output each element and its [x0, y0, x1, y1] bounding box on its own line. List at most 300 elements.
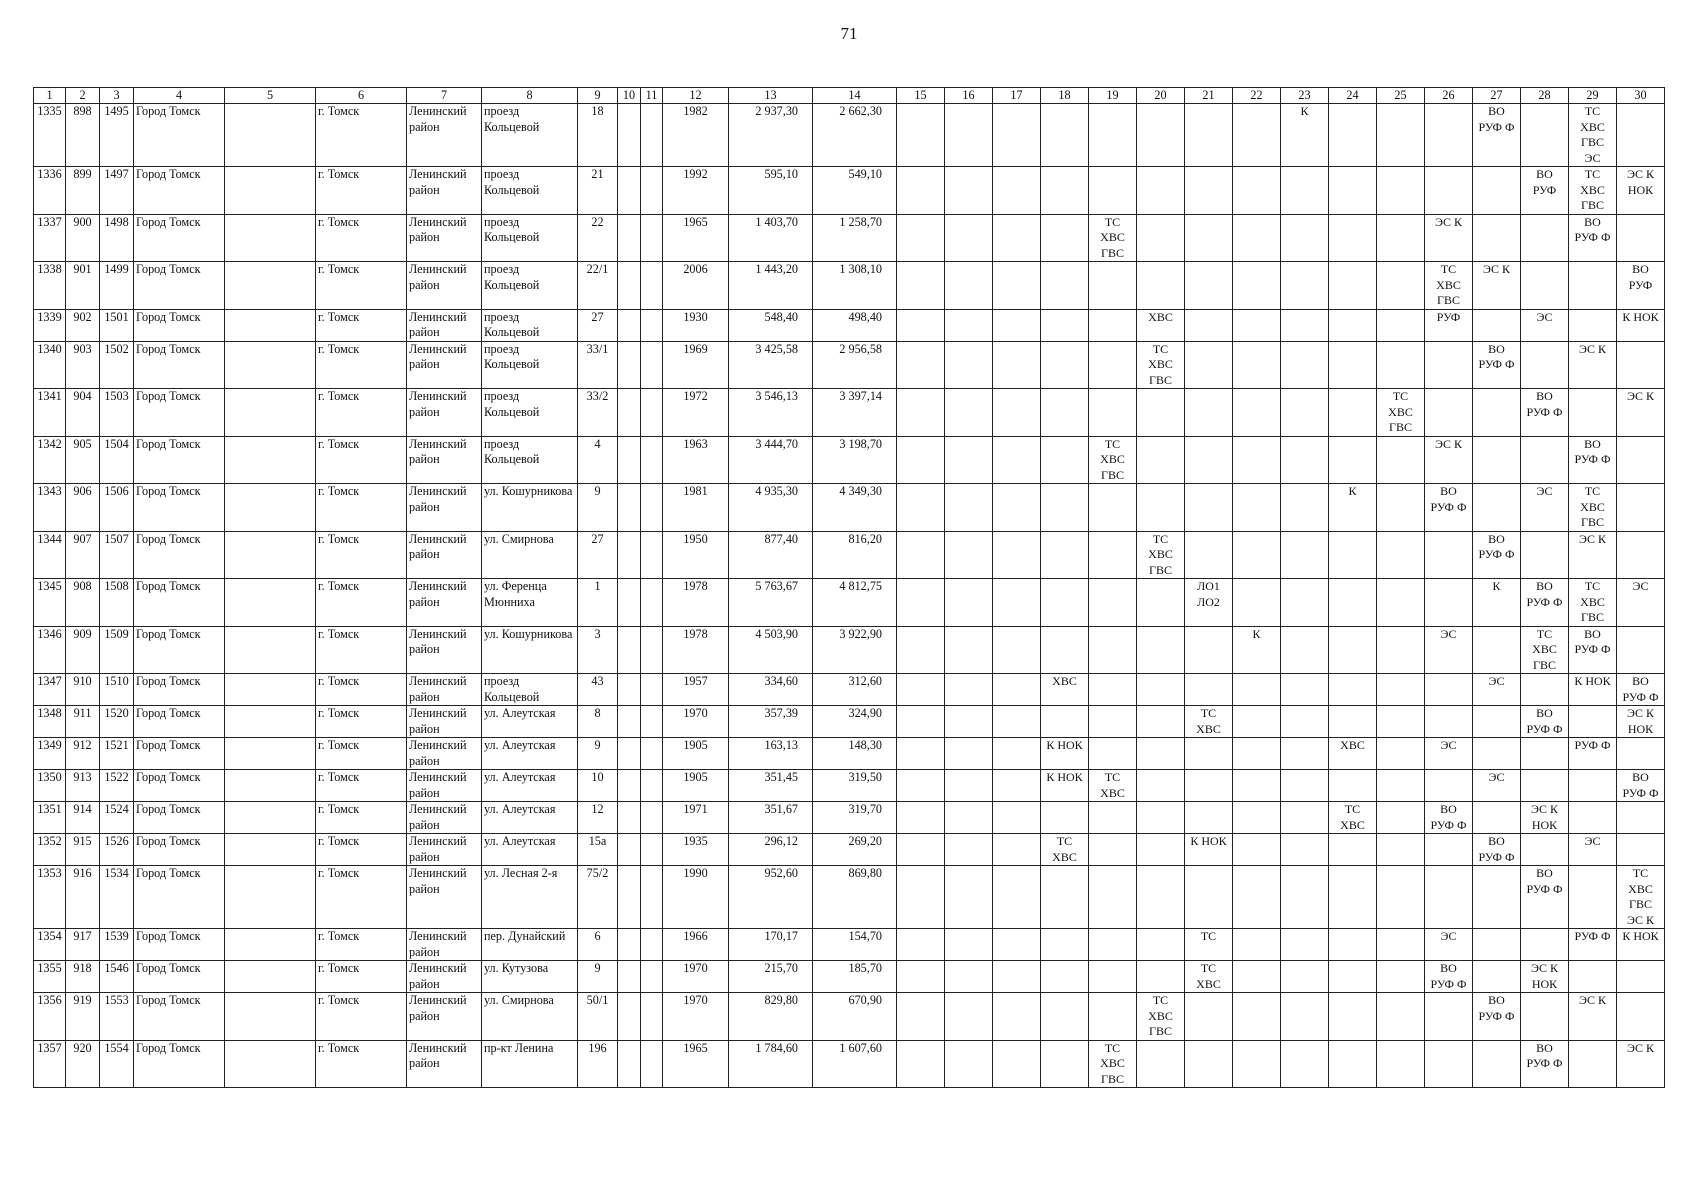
table-cell	[897, 738, 945, 770]
table-cell: 1497	[100, 167, 134, 215]
table-cell	[641, 104, 663, 167]
table-cell	[1041, 262, 1089, 310]
table-cell: 1501	[100, 309, 134, 341]
table-cell: 1337	[34, 214, 66, 262]
table-cell: ВО РУФ Ф	[1521, 706, 1569, 738]
table-cell	[225, 341, 316, 389]
table-cell	[618, 484, 641, 532]
table-cell	[1233, 104, 1281, 167]
table-cell: ул. Лесная 2-я	[482, 866, 578, 929]
table-cell: 877,40	[729, 531, 813, 579]
table-cell	[945, 929, 993, 961]
table-cell: 4 935,30	[729, 484, 813, 532]
table-cell	[1617, 802, 1665, 834]
table-cell	[1473, 389, 1521, 437]
table-cell: ВО РУФ	[1521, 167, 1569, 215]
page-number: 71	[840, 24, 858, 43]
table-cell	[1089, 993, 1137, 1041]
table-cell: Ленинский район	[407, 389, 482, 437]
column-header: 12	[663, 88, 729, 104]
table-cell	[1137, 484, 1185, 532]
table-cell	[225, 436, 316, 484]
table-cell: К	[1233, 626, 1281, 674]
table-cell: 1950	[663, 531, 729, 579]
table-cell: 1554	[100, 1040, 134, 1088]
table-cell	[945, 389, 993, 437]
table-cell: 1343	[34, 484, 66, 532]
column-header: 1	[34, 88, 66, 104]
table-cell	[945, 436, 993, 484]
table-cell: г. Томск	[316, 834, 407, 866]
table-cell: ВО РУФ Ф	[1617, 674, 1665, 706]
table-cell: ХВС	[1329, 738, 1377, 770]
table-cell: 196	[578, 1040, 618, 1088]
table-cell: Город Томск	[134, 834, 225, 866]
table-cell: Ленинский район	[407, 436, 482, 484]
table-cell	[1521, 674, 1569, 706]
table-cell: ЭС К	[1425, 214, 1473, 262]
table-row	[34, 626, 1665, 674]
table-cell: ЭС К	[1569, 993, 1617, 1041]
table-cell: Ленинский район	[407, 531, 482, 579]
table-cell	[897, 389, 945, 437]
table-cell	[225, 706, 316, 738]
table-cell	[1137, 770, 1185, 802]
table-cell: ЭС	[1617, 579, 1665, 627]
table-cell	[1089, 104, 1137, 167]
table-cell: Город Томск	[134, 738, 225, 770]
table-cell: Ленинский район	[407, 626, 482, 674]
table-cell	[1089, 484, 1137, 532]
table-cell: ВО РУФ Ф	[1473, 531, 1521, 579]
table-cell: 3 922,90	[813, 626, 897, 674]
column-header: 17	[993, 88, 1041, 104]
table-cell	[1281, 436, 1329, 484]
table-cell	[897, 770, 945, 802]
table-cell	[1185, 531, 1233, 579]
table-cell: 1981	[663, 484, 729, 532]
table-cell	[1233, 929, 1281, 961]
table-cell: 1990	[663, 866, 729, 929]
table-cell: 595,10	[729, 167, 813, 215]
table-row	[34, 484, 1665, 532]
table-cell: Ленинский район	[407, 309, 482, 341]
table-cell	[1473, 167, 1521, 215]
table-cell	[1233, 579, 1281, 627]
table-cell: 1970	[663, 706, 729, 738]
column-header: 16	[945, 88, 993, 104]
table-cell	[897, 167, 945, 215]
table-cell	[618, 1040, 641, 1088]
table-cell	[993, 626, 1041, 674]
table-cell: РУФ	[1425, 309, 1473, 341]
table-cell	[1617, 341, 1665, 389]
column-header: 4	[134, 88, 225, 104]
table-cell: 10	[578, 770, 618, 802]
table-cell: ЭС К	[1617, 1040, 1665, 1088]
table-cell	[1137, 104, 1185, 167]
table-cell	[1137, 389, 1185, 437]
table-cell	[1233, 484, 1281, 532]
table-cell	[618, 341, 641, 389]
table-cell	[618, 626, 641, 674]
table-cell: 50/1	[578, 993, 618, 1041]
table-cell: 1978	[663, 579, 729, 627]
table-cell: 914	[66, 802, 100, 834]
table-cell	[993, 309, 1041, 341]
table-cell: Ленинский район	[407, 262, 482, 310]
table-cell	[618, 531, 641, 579]
table-cell: Ленинский район	[407, 834, 482, 866]
table-cell: 907	[66, 531, 100, 579]
table-cell: 4 812,75	[813, 579, 897, 627]
table-cell: Ленинский район	[407, 167, 482, 215]
table-cell	[618, 802, 641, 834]
table-cell: 913	[66, 770, 100, 802]
table-cell	[1377, 866, 1425, 929]
table-cell	[618, 674, 641, 706]
table-cell: ВО РУФ	[1617, 262, 1665, 310]
table-cell: 1502	[100, 341, 134, 389]
table-cell: Ленинский район	[407, 929, 482, 961]
table-cell: 1342	[34, 436, 66, 484]
table-cell: К НОК	[1617, 309, 1665, 341]
table-cell: ВО РУФ Ф	[1569, 214, 1617, 262]
table-cell	[1137, 674, 1185, 706]
table-cell	[993, 706, 1041, 738]
table-cell	[1329, 167, 1377, 215]
table-cell: г. Томск	[316, 738, 407, 770]
table-cell: К НОК	[1617, 929, 1665, 961]
table-cell	[1425, 706, 1473, 738]
table-cell	[1425, 1040, 1473, 1088]
table-cell: 163,13	[729, 738, 813, 770]
table-cell	[1617, 436, 1665, 484]
table-cell: 12	[578, 802, 618, 834]
table-cell	[1041, 484, 1089, 532]
table-cell	[1089, 389, 1137, 437]
table-cell	[1569, 961, 1617, 993]
table-cell	[993, 770, 1041, 802]
table-cell	[897, 309, 945, 341]
table-cell: 1352	[34, 834, 66, 866]
table-cell	[641, 706, 663, 738]
table-cell: 9	[578, 738, 618, 770]
table-row	[34, 167, 1665, 215]
table-cell	[1233, 262, 1281, 310]
table-cell: Ленинский район	[407, 341, 482, 389]
table-cell: 1524	[100, 802, 134, 834]
table-cell: 1965	[663, 214, 729, 262]
table-cell	[945, 104, 993, 167]
column-header: 20	[1137, 88, 1185, 104]
table-row	[34, 674, 1665, 706]
table-cell: 27	[578, 309, 618, 341]
table-cell: 1499	[100, 262, 134, 310]
table-row	[34, 436, 1665, 484]
table-cell: Город Томск	[134, 866, 225, 929]
table-cell	[1089, 738, 1137, 770]
column-header: 5	[225, 88, 316, 104]
table-cell: 1970	[663, 993, 729, 1041]
table-cell	[225, 738, 316, 770]
table-cell	[1329, 214, 1377, 262]
table-cell: 1507	[100, 531, 134, 579]
table-cell: ЭС	[1473, 770, 1521, 802]
table-cell	[945, 167, 993, 215]
table-cell: К	[1473, 579, 1521, 627]
table-cell: проезд Кольцевой	[482, 389, 578, 437]
table-cell	[993, 484, 1041, 532]
table-cell	[1425, 866, 1473, 929]
table-cell: 1534	[100, 866, 134, 929]
table-cell: ВО РУФ Ф	[1617, 770, 1665, 802]
table-cell	[1281, 389, 1329, 437]
table-cell: ВО РУФ Ф	[1473, 104, 1521, 167]
table-cell	[993, 341, 1041, 389]
table-cell	[897, 1040, 945, 1088]
table-cell: 1 607,60	[813, 1040, 897, 1088]
table-cell: 1 403,70	[729, 214, 813, 262]
table-cell: г. Томск	[316, 674, 407, 706]
table-cell	[618, 961, 641, 993]
table-cell	[641, 802, 663, 834]
table-cell: 2006	[663, 262, 729, 310]
table-cell	[1329, 626, 1377, 674]
table-cell: ВО РУФ Ф	[1569, 436, 1617, 484]
table-cell	[1617, 961, 1665, 993]
table-cell	[1377, 802, 1425, 834]
table-cell	[1521, 341, 1569, 389]
table-cell: 215,70	[729, 961, 813, 993]
table-cell	[641, 961, 663, 993]
table-cell	[945, 834, 993, 866]
table-cell	[1281, 993, 1329, 1041]
table-cell: 1341	[34, 389, 66, 437]
table-cell	[1281, 1040, 1329, 1088]
table-cell: 33/1	[578, 341, 618, 389]
table-cell: г. Томск	[316, 929, 407, 961]
table-cell	[1089, 309, 1137, 341]
table-cell: Город Томск	[134, 484, 225, 532]
table-cell	[1281, 167, 1329, 215]
table-cell	[897, 961, 945, 993]
table-cell: 1963	[663, 436, 729, 484]
table-cell	[1329, 104, 1377, 167]
table-cell	[897, 104, 945, 167]
table-cell: 1349	[34, 738, 66, 770]
table-cell	[1521, 738, 1569, 770]
table-cell	[1137, 214, 1185, 262]
table-cell	[897, 484, 945, 532]
table-cell: г. Томск	[316, 484, 407, 532]
table-cell	[1185, 738, 1233, 770]
table-cell: 351,45	[729, 770, 813, 802]
table-cell	[225, 961, 316, 993]
table-cell: 1522	[100, 770, 134, 802]
table-cell: К НОК	[1569, 674, 1617, 706]
table-cell	[1185, 1040, 1233, 1088]
table-cell: 1506	[100, 484, 134, 532]
table-cell	[641, 929, 663, 961]
table-cell: 918	[66, 961, 100, 993]
table-cell	[1041, 531, 1089, 579]
table-cell	[1425, 341, 1473, 389]
table-cell: ТС ХВС ГВС ЭС К	[1617, 866, 1665, 929]
table-cell	[945, 214, 993, 262]
table-cell	[1281, 309, 1329, 341]
table-cell	[1041, 866, 1089, 929]
table-cell	[1233, 738, 1281, 770]
table-cell: 899	[66, 167, 100, 215]
table-cell: Город Томск	[134, 961, 225, 993]
table-cell	[1185, 341, 1233, 389]
table-row	[34, 706, 1665, 738]
table-cell	[897, 262, 945, 310]
table-row	[34, 802, 1665, 834]
table-cell: 1336	[34, 167, 66, 215]
table-row	[34, 866, 1665, 929]
table-cell	[1617, 104, 1665, 167]
table-cell: 917	[66, 929, 100, 961]
table-cell: Город Томск	[134, 309, 225, 341]
table-cell: 1508	[100, 579, 134, 627]
table-cell: ТС ХВС ГВС	[1569, 167, 1617, 215]
table-cell: ул. Кутузова	[482, 961, 578, 993]
table-cell	[1377, 214, 1425, 262]
table-cell	[225, 834, 316, 866]
table-cell: 334,60	[729, 674, 813, 706]
table-cell	[641, 341, 663, 389]
table-cell	[1329, 993, 1377, 1041]
table-row	[34, 1040, 1665, 1088]
table-cell: Ленинский район	[407, 674, 482, 706]
table-cell: 912	[66, 738, 100, 770]
table-cell: ВО РУФ Ф	[1521, 579, 1569, 627]
table-row	[34, 389, 1665, 437]
table-cell	[1281, 929, 1329, 961]
table-cell	[945, 993, 993, 1041]
table-cell: 319,70	[813, 802, 897, 834]
table-cell	[618, 738, 641, 770]
table-cell: проезд Кольцевой	[482, 104, 578, 167]
table-cell	[1089, 626, 1137, 674]
table-cell: Ленинский район	[407, 706, 482, 738]
table-cell	[1185, 626, 1233, 674]
table-cell: ул. Алеутская	[482, 834, 578, 866]
table-cell	[1425, 993, 1473, 1041]
table-cell: 1 443,20	[729, 262, 813, 310]
table-cell	[1089, 802, 1137, 834]
table-cell	[1233, 436, 1281, 484]
table-cell	[993, 579, 1041, 627]
table-cell: 1495	[100, 104, 134, 167]
table-cell: г. Томск	[316, 993, 407, 1041]
table-row	[34, 738, 1665, 770]
table-cell	[1233, 674, 1281, 706]
table-cell	[1185, 674, 1233, 706]
table-cell	[1377, 993, 1425, 1041]
table-cell: 21	[578, 167, 618, 215]
table-cell: г. Томск	[316, 214, 407, 262]
table-cell: ТС ХВС ГВС ЭС	[1569, 104, 1617, 167]
table-cell	[641, 579, 663, 627]
table-cell: 920	[66, 1040, 100, 1088]
table-cell: Город Томск	[134, 770, 225, 802]
table-cell	[1233, 167, 1281, 215]
table-cell: Ленинский район	[407, 104, 482, 167]
table-cell	[1041, 993, 1089, 1041]
table-cell	[1233, 309, 1281, 341]
table-cell	[1137, 738, 1185, 770]
table-cell: 9	[578, 484, 618, 532]
table-cell	[1473, 484, 1521, 532]
table-cell: 324,90	[813, 706, 897, 738]
table-cell: РУФ Ф	[1569, 929, 1617, 961]
table-cell	[1569, 802, 1617, 834]
table-cell: ЭС К НОК	[1521, 802, 1569, 834]
table-cell: ВО РУФ Ф	[1569, 626, 1617, 674]
table-cell: 1905	[663, 738, 729, 770]
table-cell	[1233, 341, 1281, 389]
table-cell: 1546	[100, 961, 134, 993]
table-cell	[1281, 802, 1329, 834]
table-cell: ЭС К НОК	[1617, 706, 1665, 738]
table-cell	[1521, 531, 1569, 579]
table-cell	[641, 389, 663, 437]
table-cell: Город Томск	[134, 674, 225, 706]
column-header: 29	[1569, 88, 1617, 104]
table-cell	[1377, 770, 1425, 802]
table-cell: 1354	[34, 929, 66, 961]
column-header: 3	[100, 88, 134, 104]
table-cell: Город Томск	[134, 341, 225, 389]
table-cell	[618, 834, 641, 866]
table-cell: Ленинский район	[407, 993, 482, 1041]
table-cell	[641, 309, 663, 341]
table-cell: 1520	[100, 706, 134, 738]
table-cell	[1281, 738, 1329, 770]
table-cell: 1353	[34, 866, 66, 929]
table-cell	[1281, 674, 1329, 706]
table-cell: 1503	[100, 389, 134, 437]
table-cell: 351,67	[729, 802, 813, 834]
table-row	[34, 834, 1665, 866]
table-row	[34, 770, 1665, 802]
table-cell: 1971	[663, 802, 729, 834]
table-cell: ЭС	[1425, 626, 1473, 674]
table-cell: 3	[578, 626, 618, 674]
table-cell	[1089, 834, 1137, 866]
table-cell: 1348	[34, 706, 66, 738]
table-cell: 269,20	[813, 834, 897, 866]
table-cell: 1521	[100, 738, 134, 770]
table-cell	[1329, 770, 1377, 802]
table-cell	[945, 309, 993, 341]
table-cell	[1089, 579, 1137, 627]
table-cell: ВО РУФ Ф	[1521, 866, 1569, 929]
table-cell: 2 937,30	[729, 104, 813, 167]
table-cell: 1344	[34, 531, 66, 579]
table-cell	[1425, 104, 1473, 167]
table-cell: 902	[66, 309, 100, 341]
table-cell: 3 546,13	[729, 389, 813, 437]
table-cell: Город Томск	[134, 993, 225, 1041]
table-cell: Город Томск	[134, 531, 225, 579]
table-cell: ЭС	[1425, 738, 1473, 770]
table-cell	[1137, 961, 1185, 993]
table-cell: 8	[578, 706, 618, 738]
